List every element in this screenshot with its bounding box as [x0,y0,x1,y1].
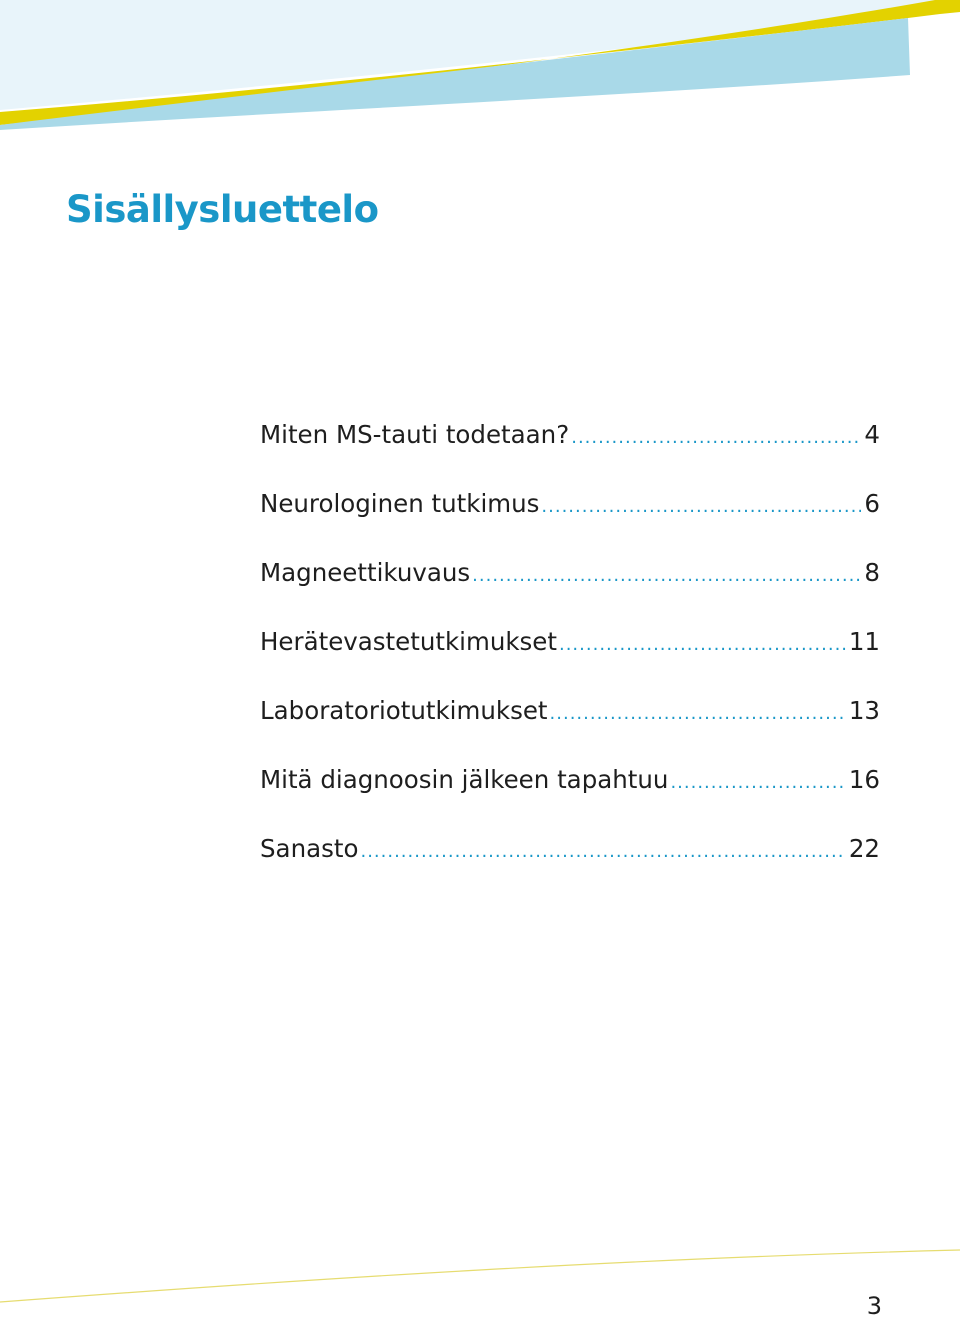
toc-dot-leader [571,427,861,448]
toc-entry[interactable] [260,489,880,558]
toc-dot-leader [360,841,845,862]
footer-curve-decoration [0,1240,960,1310]
toc-page-number: 4 [864,420,880,449]
page-title: Sisällysluettelo [66,188,379,231]
toc-entry-label: Miten MS-tauti todetaan? [260,420,570,449]
toc-entry[interactable] [260,420,880,489]
toc-dot-leader [550,703,846,724]
toc-dot-leader [559,634,846,655]
footer-curve-line [0,1250,960,1302]
toc-entry-label: Magneettikuvaus [260,558,471,587]
header-wave-decoration [0,0,960,140]
toc-entry[interactable] [260,696,880,765]
toc-page-number: 16 [848,765,880,794]
toc-page-number: 6 [864,489,880,518]
toc-page-number: 8 [864,558,880,587]
toc-entry[interactable] [260,765,880,834]
toc-page-number: 22 [848,834,880,863]
toc-entry[interactable] [260,834,880,903]
table-of-contents [260,420,880,903]
toc-entry[interactable] [260,558,880,627]
toc-page-number: 11 [848,627,880,656]
toc-entry-label: Sanasto [260,834,359,863]
page-number: 3 [866,1292,882,1320]
toc-dot-leader [670,772,845,793]
toc-entry-label: Mitä diagnoosin jälkeen tapahtuu [260,765,669,794]
toc-entry-label: Herätevastetutkimukset [260,627,557,656]
toc-dot-leader [472,565,861,586]
toc-page-number: 13 [848,696,880,725]
toc-dot-leader [541,496,861,517]
toc-entry-label: Neurologinen tutkimus [260,489,540,518]
toc-entry[interactable] [260,627,880,696]
toc-entry-label: Laboratoriotutkimukset [260,696,548,725]
